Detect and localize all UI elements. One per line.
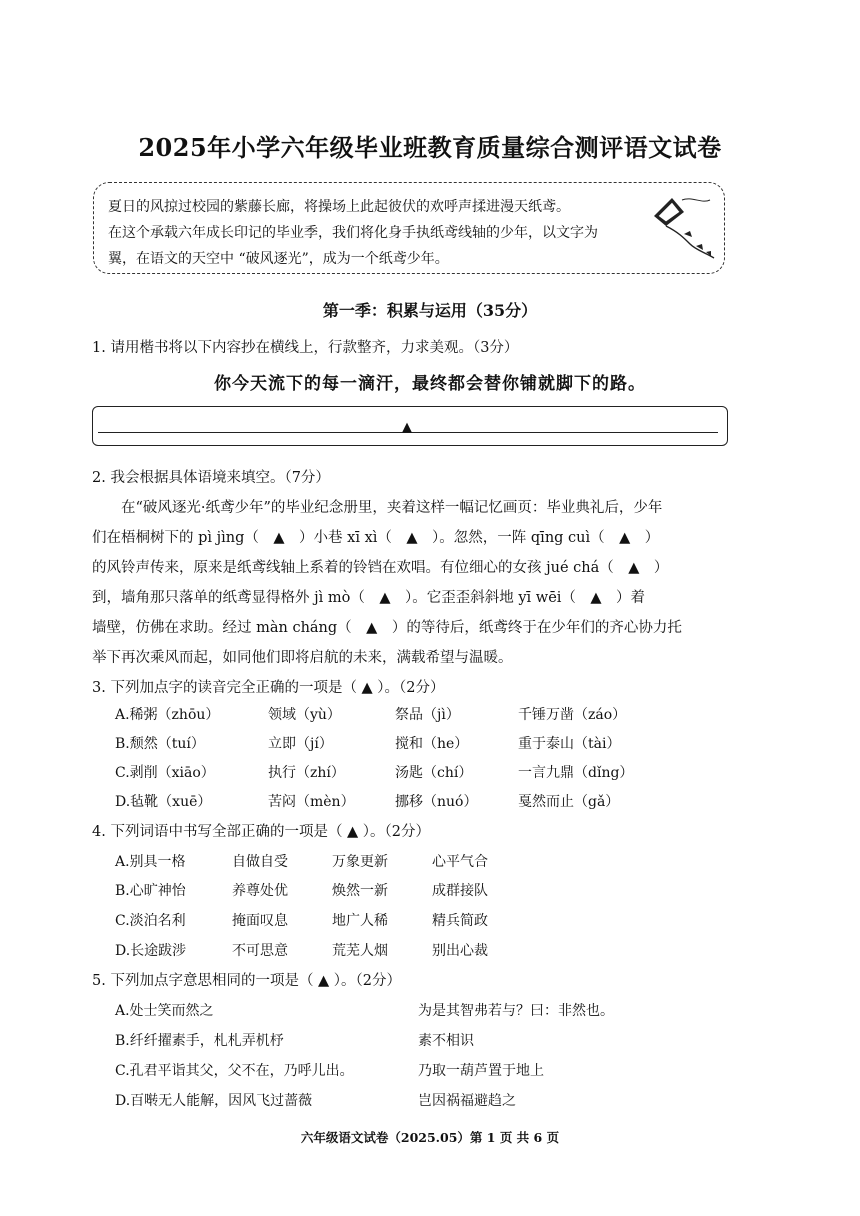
q3-option-a-2: 领域（yù） <box>268 707 341 723</box>
intro-line-2: 在这个承载六年成长印记的毕业季，我们将化身手执纸鸢线轴的少年，以文字为 <box>108 225 598 241</box>
q3-option-b-2: 立即（jí） <box>268 736 333 752</box>
intro-line-1: 夏日的风掠过校园的紫藤长廊，将操场上此起彼伏的欢呼声揉进漫天纸鸢。 <box>108 199 570 215</box>
q2-line-4: 到，墙角那只落单的纸鸢显得格外 jì mò（ ▲ ）。它歪歪斜斜地 yī wēi（ ▲ ）着 <box>92 590 646 606</box>
q3-option-a-4: 千锤万凿（záo） <box>518 707 627 723</box>
q1-sentence: 你今天流下的每一滴汗，最终都会替你铺就脚下的路。 <box>214 374 646 394</box>
exam-title: 2025年小学六年级毕业班教育质量综合测评语文试卷 <box>138 133 722 162</box>
q5-option-c-right: 乃取一葫芦置于地上 <box>418 1063 544 1079</box>
q2-line-2: 们在梧桐树下的 pì jìng（ ▲ ）小巷 xī xì（ ▲ ）。忽然，一阵 qīng cuì（ ▲ ） <box>92 530 660 546</box>
q3-option-c-2: 执行（zhí） <box>268 765 345 781</box>
q2-line-1: 在“破风逐光·纸鸢少年”的毕业纪念册里，夹着这样一幅记忆画页：毕业典礼后，少年 <box>92 500 663 516</box>
q3-option-b-1: B.颓然（tuí） <box>115 736 205 752</box>
q2-line-6: 举下再次乘风而起，如同他们即将启航的未来，满载希望与温暖。 <box>92 650 513 666</box>
q3-option-c-4: 一言九鼎（dǐng） <box>518 765 634 781</box>
q3-option-a-1: A.稀粥（zhōu） <box>115 707 220 723</box>
q4-option-c-3: 地广人稀 <box>332 913 388 929</box>
q2-line-3: 的风铃声传来，原来是纸鸢线轴上系着的铃铛在欢唱。有位细心的女孩 jué chá（ ▲ ） <box>92 560 669 576</box>
kite-icon <box>644 186 726 268</box>
q3-option-d-1: D.毡靴（xuē） <box>115 794 212 810</box>
q2-prompt: 2. 我会根据具体语境来填空。（7分） <box>92 470 330 486</box>
intro-line-3: 翼，在语文的天空中 “破风逐光”，成为一个纸鸢少年。 <box>108 251 449 267</box>
q3-option-a-3: 祭品（jì） <box>395 707 460 723</box>
q5-prompt: 5. 下列加点字意思相同的一项是（ ▲ ）。（2分） <box>92 973 402 989</box>
q4-option-a-1: A.别具一格 <box>115 854 186 870</box>
q4-option-d-3: 荒芜人烟 <box>332 943 388 959</box>
q4-option-b-4: 成群接队 <box>432 883 488 899</box>
q3-option-d-2: 苦闷（mèn） <box>268 794 355 810</box>
q4-option-b-2: 养尊处优 <box>232 883 288 899</box>
q5-option-a-right: 为是其智弗若与？曰：非然也。 <box>418 1003 614 1019</box>
page-footer: 六年级语文试卷（2025.05）第 1 页 共 6 页 <box>300 1130 560 1145</box>
q5-option-b-right: 素不相识 <box>418 1033 474 1049</box>
q4-option-a-4: 心平气合 <box>432 854 488 870</box>
q2-line-5: 墙壁，仿佛在求助。经过 màn cháng（ ▲ ）的等待后，纸鸢终于在少年们的齐心协力托 <box>92 620 682 636</box>
q4-option-d-4: 别出心裁 <box>432 943 488 959</box>
q4-option-d-1: D.长途跋涉 <box>115 943 187 959</box>
q4-option-b-1: B.心旷神怡 <box>115 883 186 899</box>
q4-option-b-3: 焕然一新 <box>332 883 388 899</box>
q4-option-c-4: 精兵简政 <box>432 913 488 929</box>
q3-option-c-1: C.剥削（xiāo） <box>115 765 215 781</box>
q3-option-b-4: 重于泰山（tài） <box>518 736 621 752</box>
q5-option-a-left: A.处士笑而然之 <box>115 1003 214 1019</box>
q4-option-c-1: C.淡泊名利 <box>115 913 186 929</box>
q4-option-c-2: 掩面叹息 <box>232 913 288 929</box>
q3-option-c-3: 汤匙（chí） <box>395 765 473 781</box>
q1-answer-mark: ▲ <box>402 420 412 435</box>
q3-option-b-3: 搅和（he） <box>395 736 469 752</box>
q4-prompt: 4. 下列词语中书写全部正确的一项是（ ▲ ）。（2分） <box>92 824 431 840</box>
q4-option-a-3: 万象更新 <box>332 854 388 870</box>
q4-option-a-2: 自做自受 <box>232 854 288 870</box>
q5-option-c-left: C.孔君平诣其父，父不在，乃呼儿出。 <box>115 1063 354 1079</box>
q5-option-d-left: D.百啭无人能解，因风飞过蔷薇 <box>115 1093 313 1109</box>
q4-option-d-2: 不可思意 <box>232 943 288 959</box>
q3-option-d-3: 挪移（nuó） <box>395 794 478 810</box>
q3-option-d-4: 戛然而止（gǎ） <box>518 794 620 810</box>
q5-option-b-left: B.纤纤擢素手，札札弄机杼 <box>115 1033 284 1049</box>
section-title: 第一季：积累与运用（35分） <box>322 301 538 320</box>
q1-prompt: 1. 请用楷书将以下内容抄在横线上，行款整齐，力求美观。（3分） <box>92 340 519 356</box>
q3-prompt: 3. 下列加点字的读音完全正确的一项是（ ▲ ）。（2分） <box>92 680 445 696</box>
q5-option-d-right: 岂因祸福避趋之 <box>418 1093 516 1109</box>
